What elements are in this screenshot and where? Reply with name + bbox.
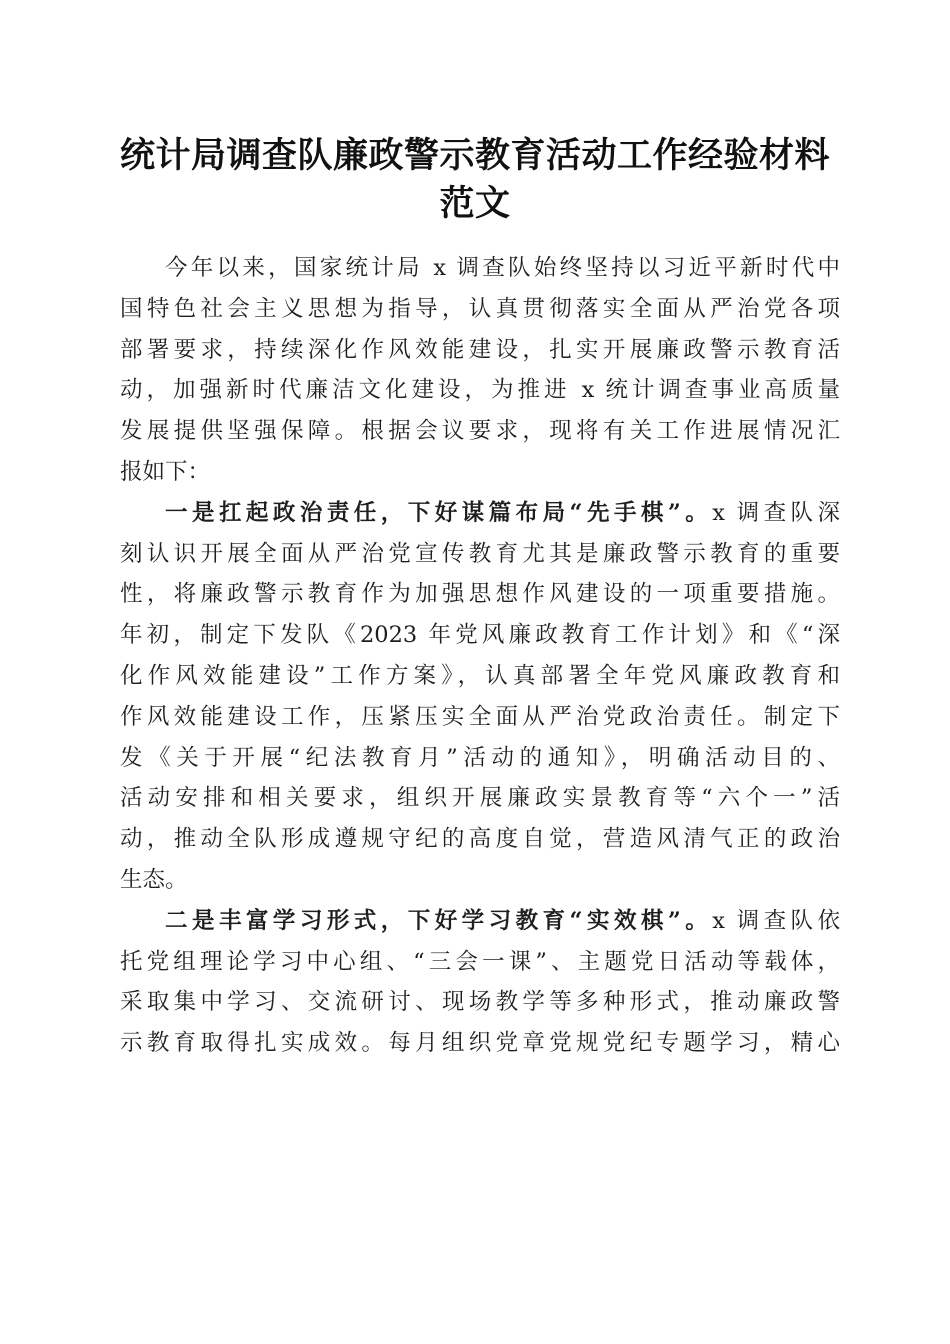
document-body bbox=[120, 248, 840, 1064]
paragraph-line: 示教育取得扎实成效。每月组织党章党规党纪专题学习，精心 bbox=[120, 1030, 840, 1057]
paragraph-line bbox=[120, 901, 840, 942]
paragraph-intro bbox=[120, 248, 840, 493]
paragraph-line: 作风效能建设工作，压紧压实全面从严治党政治责任。制定下 bbox=[120, 703, 840, 730]
paragraph-line: 国特色社会主义思想为指导，认真贯彻落实全面从严治党各项 bbox=[120, 295, 840, 322]
paragraph-line: 报如下： bbox=[120, 458, 211, 485]
point-heading: 二是丰富学习形式，下好学习教育“实效棋”。 bbox=[165, 907, 713, 934]
point-heading-rest: x 调查队深 bbox=[712, 499, 841, 526]
title-line: 范文 bbox=[439, 184, 511, 224]
paragraph-line: 刻认识开展全面从严治党宣传教育尤其是廉政警示教育的重要 bbox=[120, 540, 840, 567]
paragraph-line: 活动安排和相关要求，组织开展廉政实景教育等“六个一”活 bbox=[120, 785, 840, 812]
document-title bbox=[100, 132, 850, 228]
paragraph-line: 化作风效能建设”工作方案》，认真部署全年党风廉政教育和 bbox=[120, 662, 840, 689]
paragraph-line: 发展提供坚强保障。根据会议要求，现将有关工作进展情况汇 bbox=[120, 418, 840, 445]
point-heading: 一是扛起政治责任，下好谋篇布局“先手棋”。 bbox=[165, 499, 713, 526]
paragraph-line: 生态。 bbox=[120, 866, 188, 893]
paragraph-line bbox=[120, 493, 840, 534]
title-line: 统计局调查队廉政警示教育活动工作经验材料 bbox=[119, 136, 830, 176]
paragraph-line: 采取集中学习、交流研讨、现场教学等多种形式，推动廉政警 bbox=[120, 989, 840, 1016]
paragraph-line: 动，推动全队形成遵规守纪的高度自觉，营造风清气正的政治 bbox=[120, 826, 840, 853]
paragraph-line: 托党组理论学习中心组、“三会一课”、主题党日活动等载体， bbox=[120, 948, 840, 975]
paragraph-line: 部署要求，持续深化作风效能建设，扎实开展廉政警示教育活 bbox=[120, 336, 840, 363]
paragraph-point-one bbox=[120, 493, 840, 901]
paragraph-line: 今年以来，国家统计局 x 调查队始终坚持以习近平新时代中 bbox=[165, 255, 840, 281]
paragraph-line: 发《关于开展“纪法教育月”活动的通知》，明确活动目的、 bbox=[120, 744, 840, 771]
paragraph-line: 动，加强新时代廉洁文化建设，为推进 x 统计调查事业高质量 bbox=[120, 377, 840, 404]
point-heading-rest: x 调查队依 bbox=[712, 907, 841, 934]
paragraph-line: 性，将廉政警示教育作为加强思想作风建设的一项重要措施。 bbox=[120, 581, 840, 608]
paragraph-point-two bbox=[120, 901, 840, 1064]
paragraph-line: 年初，制定下发队《2023 年党风廉政教育工作计划》和《“深 bbox=[120, 622, 840, 649]
